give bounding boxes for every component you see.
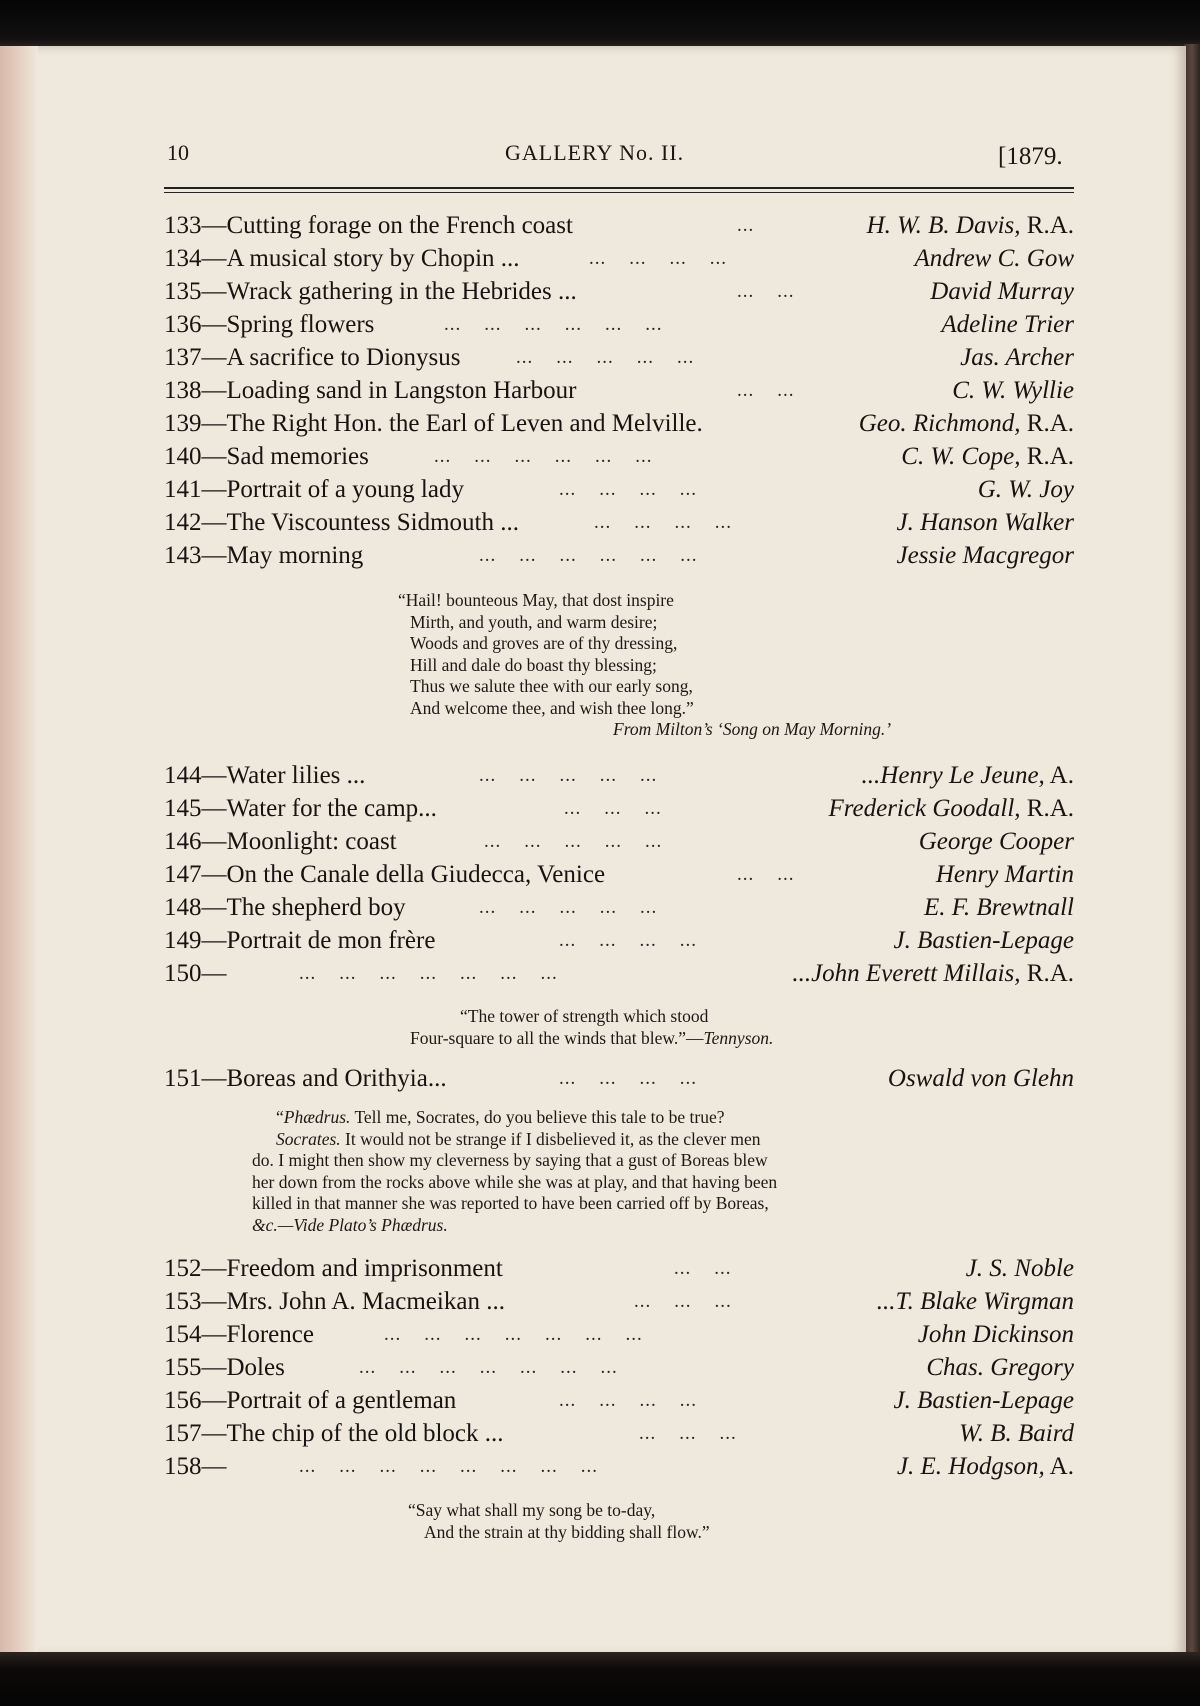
entry-artist: John Dickinson — [917, 1321, 1074, 1348]
header-rule-thin — [164, 192, 1074, 193]
catalogue-entry — [164, 540, 1074, 572]
quote-tennyson — [410, 1006, 773, 1049]
leader-dots: ... — [737, 215, 755, 236]
entry-artist: Jessie Macgregor — [896, 542, 1074, 569]
leader-dots: ... ... ... ... ... ... ... — [359, 1357, 618, 1378]
leader-dots: ... ... — [674, 1258, 732, 1279]
quote-line: And the strain at thy bidding shall flow.” — [424, 1521, 710, 1542]
leader-dots: ... ... ... ... ... ... — [444, 314, 663, 335]
leader-dots: ... ... ... ... — [559, 1390, 697, 1411]
catalogue-entry — [164, 342, 1074, 374]
leader-dots: ... ... ... — [564, 798, 662, 819]
entry-title: 153—Mrs. John A. Macmeikan ... — [164, 1288, 505, 1315]
leader-dots: ... ... ... ... — [559, 479, 697, 500]
entry-artist: Andrew C. Gow — [914, 245, 1074, 272]
entry-artist: W. B. Baird — [959, 1420, 1074, 1447]
leader-dots: ... ... ... ... — [559, 1068, 697, 1089]
entry-title: 156—Portrait of a gentleman — [164, 1387, 457, 1414]
entry-title: 137—A sacrifice to Dionysus — [164, 344, 461, 371]
quote-line: “Phædrus. Tell me, Socrates, do you believe this tale to be true? — [276, 1107, 725, 1127]
catalogue-entry — [164, 441, 1074, 473]
quote-line: “The tower of strength which stood — [460, 1006, 709, 1026]
leader-dots: ... ... ... ... — [559, 930, 697, 951]
leader-dots: ... ... — [737, 864, 795, 885]
leader-dots: ... ... ... ... ... — [484, 831, 663, 852]
catalogue-entry — [164, 243, 1074, 275]
entry-title: 158— — [164, 1453, 227, 1480]
page-title: GALLERY No. II. — [505, 140, 685, 165]
page-year: [1879. — [998, 143, 1063, 170]
entry-artist: George Cooper — [918, 828, 1074, 855]
leader-dots: ... ... ... — [634, 1291, 732, 1312]
entry-title: 135—Wrack gathering in the Hebrides ... — [164, 278, 577, 305]
leader-dots: ... ... ... ... ... — [479, 765, 658, 786]
leader-dots: ... ... ... ... — [594, 512, 732, 533]
entry-artist: C. W. Wyllie — [952, 377, 1074, 404]
entry-artist: David Murray — [930, 278, 1074, 305]
quote-line: “Hail! bounteous May, that dost inspire — [398, 590, 674, 610]
entry-title: 134—A musical story by Chopin ... — [164, 245, 520, 272]
quote-line: Socrates. It would not be strange if I disbelieved it, as the clever men — [276, 1128, 761, 1149]
entry-title: 144—Water lilies ... — [164, 762, 366, 789]
catalogue-entry — [164, 1352, 1074, 1384]
leader-dots: ... ... ... ... ... — [516, 347, 695, 368]
quote-line: do. I might then show my cleverness by saying that a gust of Boreas blew — [252, 1150, 768, 1170]
entry-title: 155—Doles — [164, 1354, 285, 1381]
book-cover-edge — [1184, 44, 1200, 1656]
quote-attribution: From Milton’s ‘Song on May Morning.’ — [613, 719, 892, 739]
entry-artist: ...T. Blake Wirgman — [876, 1288, 1074, 1315]
entry-title: 152—Freedom and imprisonment — [164, 1255, 503, 1282]
quote-line: Woods and groves are of thy dressing, — [410, 633, 678, 653]
leader-dots: ... ... — [737, 380, 795, 401]
entry-title: 133—Cutting forage on the French coast — [164, 212, 573, 239]
entry-artist: J. Bastien-Lepage — [893, 927, 1074, 954]
leader-dots: ... ... — [737, 281, 795, 302]
catalogue-entry — [164, 1286, 1074, 1318]
catalogue-entry — [164, 1253, 1074, 1285]
entry-title: 157—The chip of the old block ... — [164, 1420, 504, 1447]
catalogue-entry — [164, 375, 1074, 407]
catalogue-entry — [164, 1451, 1074, 1483]
catalogue-entry — [164, 507, 1074, 539]
quote-song — [408, 1500, 710, 1543]
quote-plato — [252, 1107, 982, 1236]
entry-title: 147—On the Canale della Giudecca, Venice — [164, 861, 606, 888]
leader-dots: ... ... ... — [639, 1423, 737, 1444]
catalogue-entry — [164, 826, 1074, 858]
leader-dots: ... ... ... ... ... ... — [434, 446, 653, 467]
entry-artist: Chas. Gregory — [926, 1354, 1074, 1381]
catalogue-entry — [164, 793, 1074, 825]
entry-title: 148—The shepherd boy — [164, 894, 406, 921]
entry-title: 143—May morning — [164, 542, 364, 569]
scan-top-border — [0, 0, 1200, 52]
catalogue-entry — [164, 1418, 1074, 1450]
catalogue-entry — [164, 408, 1074, 440]
entry-artist: Geo. Richmond, R.A. — [858, 410, 1074, 437]
leader-dots: ... ... ... ... ... ... — [479, 545, 698, 566]
catalogue-entry — [164, 1385, 1074, 1417]
entry-artist: ...John Everett Millais, R.A. — [792, 960, 1074, 987]
leader-dots: ... ... ... ... ... ... ... — [384, 1324, 643, 1345]
quote-line: Thus we salute thee with our early song, — [410, 676, 693, 696]
page-number: 10 — [167, 140, 189, 165]
scan-bottom-border — [0, 1652, 1200, 1706]
leader-dots: ... ... ... ... — [589, 248, 727, 269]
entry-title: 146—Moonlight: coast — [164, 828, 397, 855]
quote-may-morning — [398, 590, 891, 741]
entry-title: 136—Spring flowers — [164, 311, 375, 338]
entry-artist: C. W. Cope, R.A. — [901, 443, 1074, 470]
page-spine-edge — [0, 46, 38, 1656]
quote-line: And welcome thee, and wish thee long.” — [410, 697, 694, 718]
catalogue-entry — [164, 925, 1074, 957]
catalogue-entry — [164, 276, 1074, 308]
header-rule — [164, 187, 1074, 189]
entry-artist: J. Hanson Walker — [896, 509, 1074, 536]
quote-line: her down from the rocks above while she was at play, and that having been — [252, 1171, 778, 1192]
entry-title: 151—Boreas and Orithyia... — [164, 1065, 447, 1092]
quote-line: Mirth, and youth, and warm desire; — [410, 611, 658, 632]
quote-line: Hill and dale do boast thy blessing; — [410, 654, 657, 675]
leader-dots: ... ... ... ... ... ... ... — [299, 963, 558, 984]
entry-title: 149—Portrait de mon frère — [164, 927, 436, 954]
catalogue-entry — [164, 892, 1074, 924]
leader-dots: ... ... ... ... ... — [479, 897, 658, 918]
entry-title: 139—The Right Hon. the Earl of Leven and Melville. — [164, 410, 703, 437]
quote-line: “Say what shall my song be to-day, — [408, 1500, 656, 1520]
catalogue-entry — [164, 309, 1074, 341]
entry-title: 154—Florence — [164, 1321, 314, 1348]
quote-line: Four-square to all the winds that blew.”—Tennyson. — [410, 1027, 774, 1048]
entry-artist: E. F. Brewtnall — [924, 894, 1074, 921]
catalogue-entry — [164, 958, 1074, 990]
quote-line: killed in that manner she was reported to have been carried off by Boreas, — [252, 1193, 769, 1213]
catalogue-entry — [164, 474, 1074, 506]
entry-title: 140—Sad memories — [164, 443, 369, 470]
leader-dots: ... ... ... ... ... ... ... ... — [299, 1456, 598, 1477]
entry-artist: H. W. B. Davis, R.A. — [866, 212, 1074, 239]
entry-title: 138—Loading sand in Langston Harbour — [164, 377, 577, 404]
entry-artist: Frederick Goodall, R.A. — [828, 795, 1074, 822]
catalogue-entry — [164, 760, 1074, 792]
entry-title: 141—Portrait of a young lady — [164, 476, 464, 503]
entry-artist: Oswald von Glehn — [887, 1065, 1074, 1092]
entry-artist: J. Bastien-Lepage — [893, 1387, 1074, 1414]
entry-artist: Henry Martin — [935, 861, 1074, 888]
entry-artist: Adeline Trier — [941, 311, 1074, 338]
entry-artist: G. W. Joy — [977, 476, 1074, 503]
catalogue-entry — [164, 1319, 1074, 1351]
quote-attribution: &c.—Vide Plato’s Phædrus. — [252, 1214, 448, 1235]
entry-title: 150— — [164, 960, 227, 987]
entry-artist: ...Henry Le Jeune, A. — [861, 762, 1074, 789]
entry-artist: J. E. Hodgson, A. — [896, 1453, 1074, 1480]
entry-artist: J. S. Noble — [965, 1255, 1074, 1282]
catalogue-entry — [164, 859, 1074, 891]
catalogue-entry — [164, 1063, 1074, 1095]
entry-artist: Jas. Archer — [960, 344, 1074, 371]
entry-title: 142—The Viscountess Sidmouth ... — [164, 509, 519, 536]
catalogue-entry — [164, 210, 1074, 242]
entry-title: 145—Water for the camp... — [164, 795, 437, 822]
